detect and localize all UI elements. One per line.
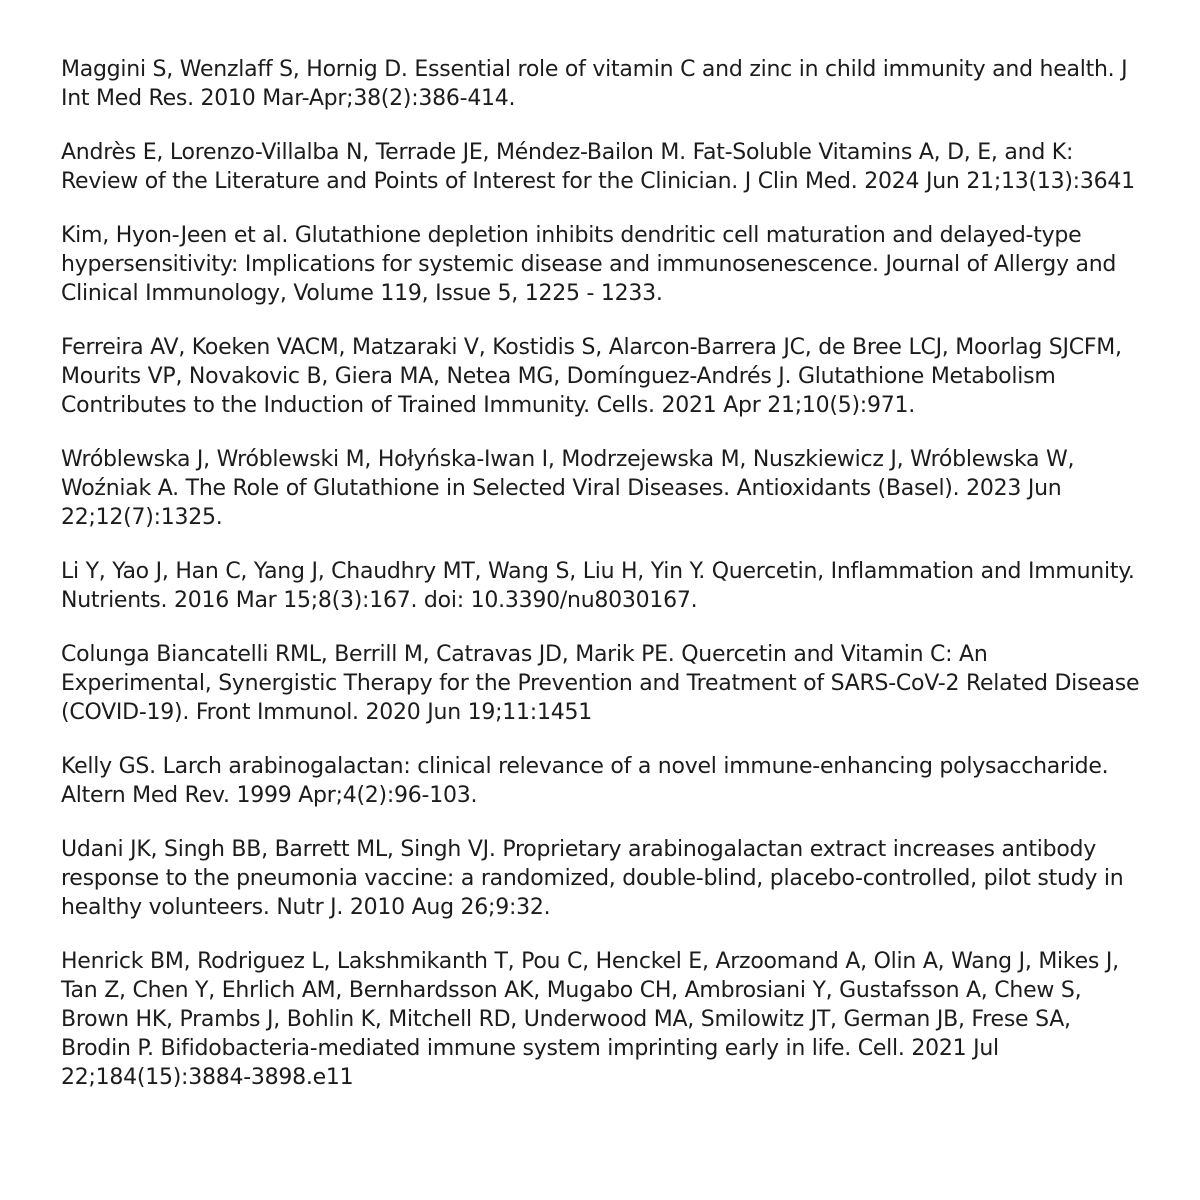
- reference-entry: Kelly GS. Larch arabinogalactan: clinical relevance of a novel immune-enhancing polysaccharide. Altern Med Rev. 1999 Apr;4(2):96-103.: [61, 754, 1109, 808]
- reference-entry: Ferreira AV, Koeken VACM, Matzaraki V, Kostidis S, Alarcon-Barrera JC, de Bree LCJ, Moorlag SJCFM, Mourits VP, Novakovic B, Giera MA, Netea MG, Domínguez-Andrés J. Glutathione Metabolism Contributes to the Induction of Trained Immunity. Cells. 2021 Apr 21;10(5):971.: [61, 335, 1122, 418]
- reference-list: [61, 55, 1141, 1117]
- reference-entry: Kim, Hyon-Jeen et al. Glutathione depletion inhibits dendritic cell maturation and delayed-type hypersensitivity: Implications for systemic disease and immunosenescence. Journal of Allergy and Clinical Immunology, Volume 119, Issue 5, 1225 - 1233.: [61, 223, 1117, 306]
- reference-entry: Henrick BM, Rodriguez L, Lakshmikanth T, Pou C, Henckel E, Arzoomand A, Olin A, Wang J, Mikes J, Tan Z, Chen Y, Ehrlich AM, Bernhardsson AK, Mugabo CH, Ambrosiani Y, Gustafsson A, Chew S, Brown HK, Prambs J, Bohlin K, Mitchell RD, Underwood MA, Smilowitz JT, German JB, Frese SA, Brodin P. Bifidobacteria-mediated immune system imprinting early in life. Cell. 2021 Jul 22;184(15):3884-3898.e11: [61, 949, 1119, 1090]
- reference-entry: Maggini S, Wenzlaff S, Hornig D. Essential role of vitamin C and zinc in child immunity and health. J Int Med Res. 2010 Mar-Apr;38(2):386-414.: [61, 57, 1128, 111]
- reference-entry: Udani JK, Singh BB, Barrett ML, Singh VJ. Proprietary arabinogalactan extract increases antibody response to the pneumonia vaccine: a randomized, double-blind, placebo-controlled, pilot study in healthy volunteers. Nutr J. 2010 Aug 26;9:32.: [61, 837, 1124, 920]
- reference-entry: Li Y, Yao J, Han C, Yang J, Chaudhry MT, Wang S, Liu H, Yin Y. Quercetin, Inflammation and Immunity. Nutrients. 2016 Mar 15;8(3):167. doi: 10.3390/nu8030167.: [61, 559, 1135, 613]
- reference-entry: Colunga Biancatelli RML, Berrill M, Catravas JD, Marik PE. Quercetin and Vitamin C: An Experimental, Synergistic Therapy for the Prevention and Treatment of SARS-CoV-2 Related Disease (COVID-19). Front Immunol. 2020 Jun 19;11:1451: [61, 642, 1140, 725]
- reference-entry: Andrès E, Lorenzo-Villalba N, Terrade JE, Méndez-Bailon M. Fat-Soluble Vitamins A, D, E, and K: Review of the Literature and Points of Interest for the Clinician. J Clin Med. 2024 Jun 21;13(13):3641: [61, 140, 1135, 194]
- reference-entry: Wróblewska J, Wróblewski M, Hołyńska-Iwan I, Modrzejewska M, Nuszkiewicz J, Wróblewska W, Woźniak A. The Role of Glutathione in Selected Viral Diseases. Antioxidants (Basel). 2023 Jun 22;12(7):1325.: [61, 447, 1075, 530]
